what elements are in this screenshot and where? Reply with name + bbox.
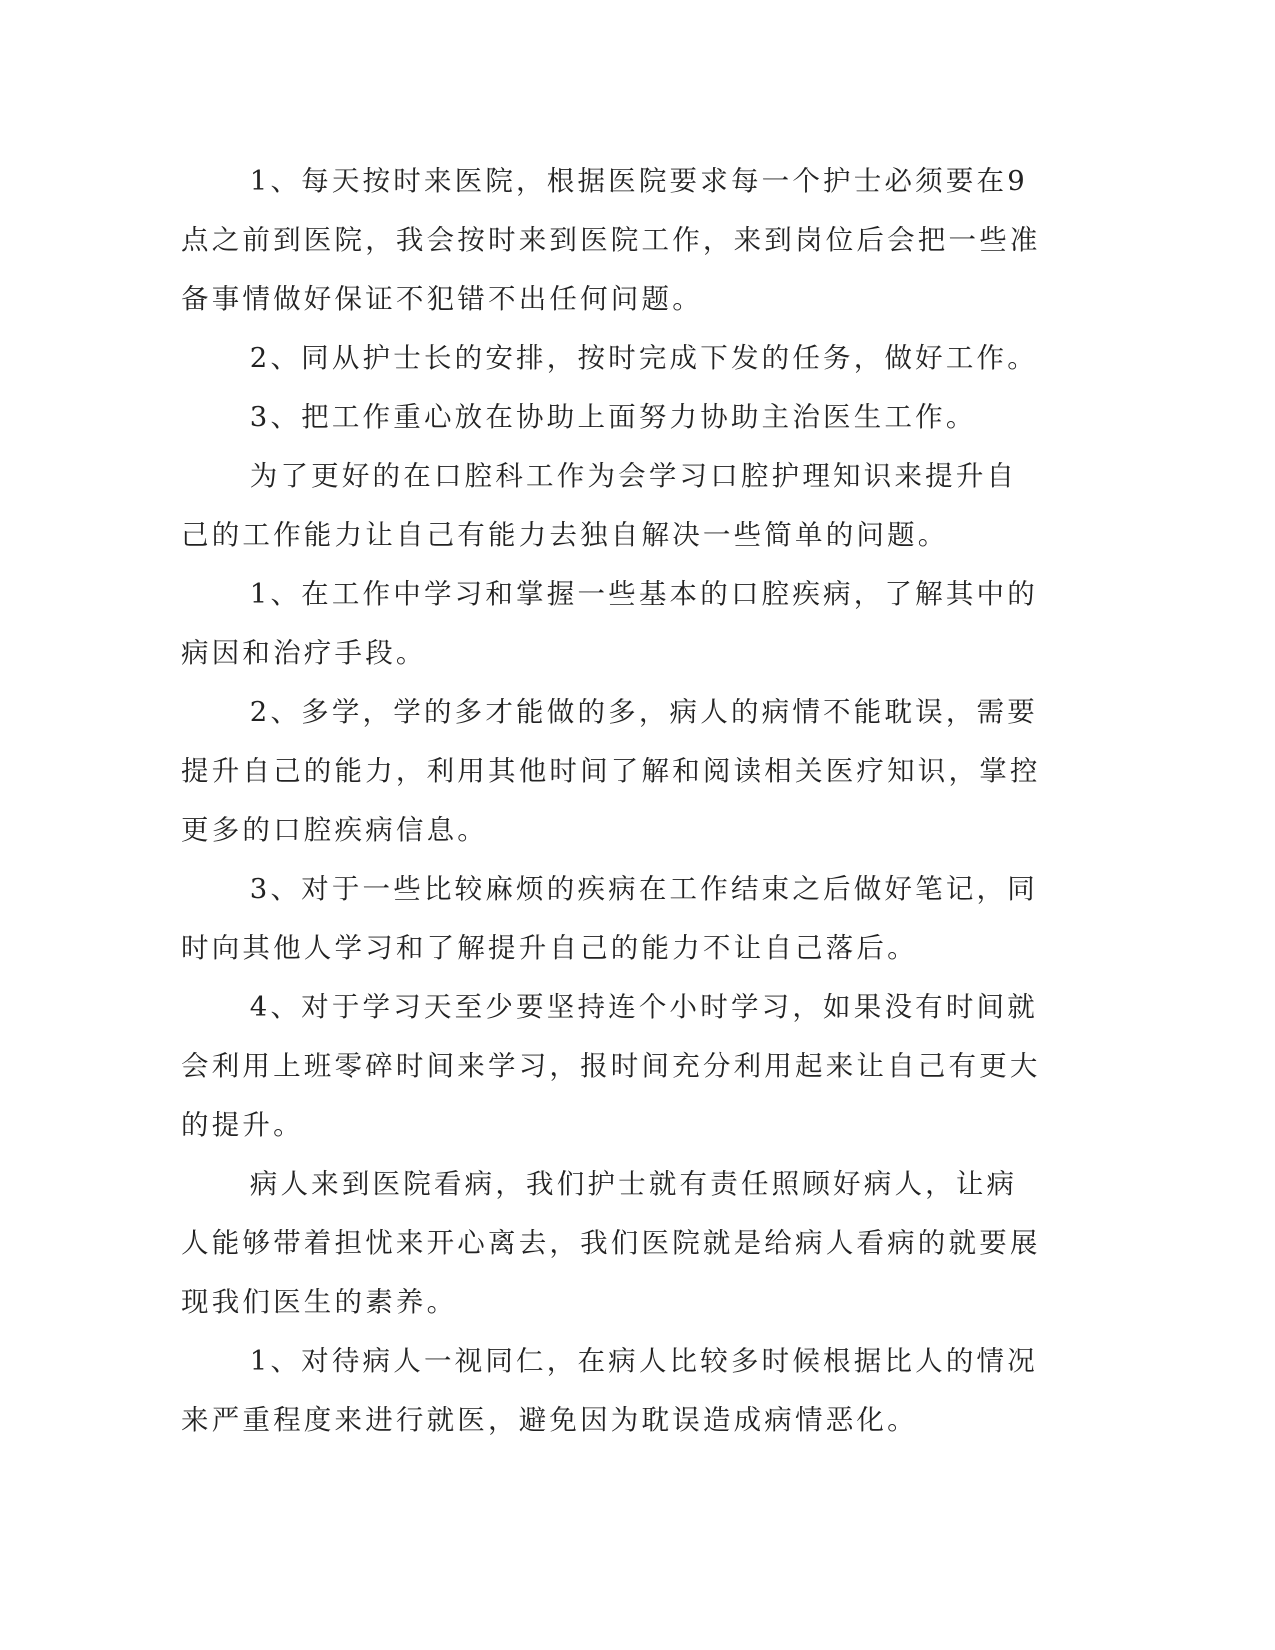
paragraph-6: 2、多学，学的多才能做的多，病人的病情不能耽误，需要提升自己的能力，利用其他时间了解和阅读相关医疗知识，掌控更多的口腔疾病信息。 <box>181 696 1041 846</box>
paragraph-1: 1、每天按时来医院，根据医院要求每一个护士必须要在9点之前到医院，我会按时来到医院工作，来到岗位后会把一些准备事情做好保证不犯错不出任何问题。 <box>181 165 1041 315</box>
paragraph-5: 1、在工作中学习和掌握一些基本的口腔疾病，了解其中的病因和治疗手段。 <box>181 578 1038 669</box>
paragraph-7: 3、对于一些比较麻烦的疾病在工作结束之后做好笔记，同时向其他人学习和了解提升自己的能力不让自己落后。 <box>181 873 1038 964</box>
paragraph-4: 为了更好的在口腔科工作为会学习口腔护理知识来提升自己的工作能力让自己有能力去独自解决一些简单的问题。 <box>181 460 1018 551</box>
document-body <box>181 152 1041 1450</box>
paragraph-8: 4、对于学习天至少要坚持连个小时学习，如果没有时间就会利用上班零碎时间来学习，报时间充分利用起来让自己有更大的提升。 <box>181 991 1041 1141</box>
paragraph-3: 3、把工作重心放在协助上面努力协助主治医生工作。 <box>249 401 977 433</box>
paragraph-2: 2、同从护士长的安排，按时完成下发的任务，做好工作。 <box>249 342 1038 374</box>
paragraph-10: 1、对待病人一视同仁，在病人比较多时候根据比人的情况来严重程度来进行就医，避免因为耽误造成病情恶化。 <box>181 1345 1038 1436</box>
paragraph-9: 病人来到医院看病，我们护士就有责任照顾好病人，让病人能够带着担忧来开心离去，我们医院就是给病人看病的就要展现我们医生的素养。 <box>181 1168 1041 1318</box>
